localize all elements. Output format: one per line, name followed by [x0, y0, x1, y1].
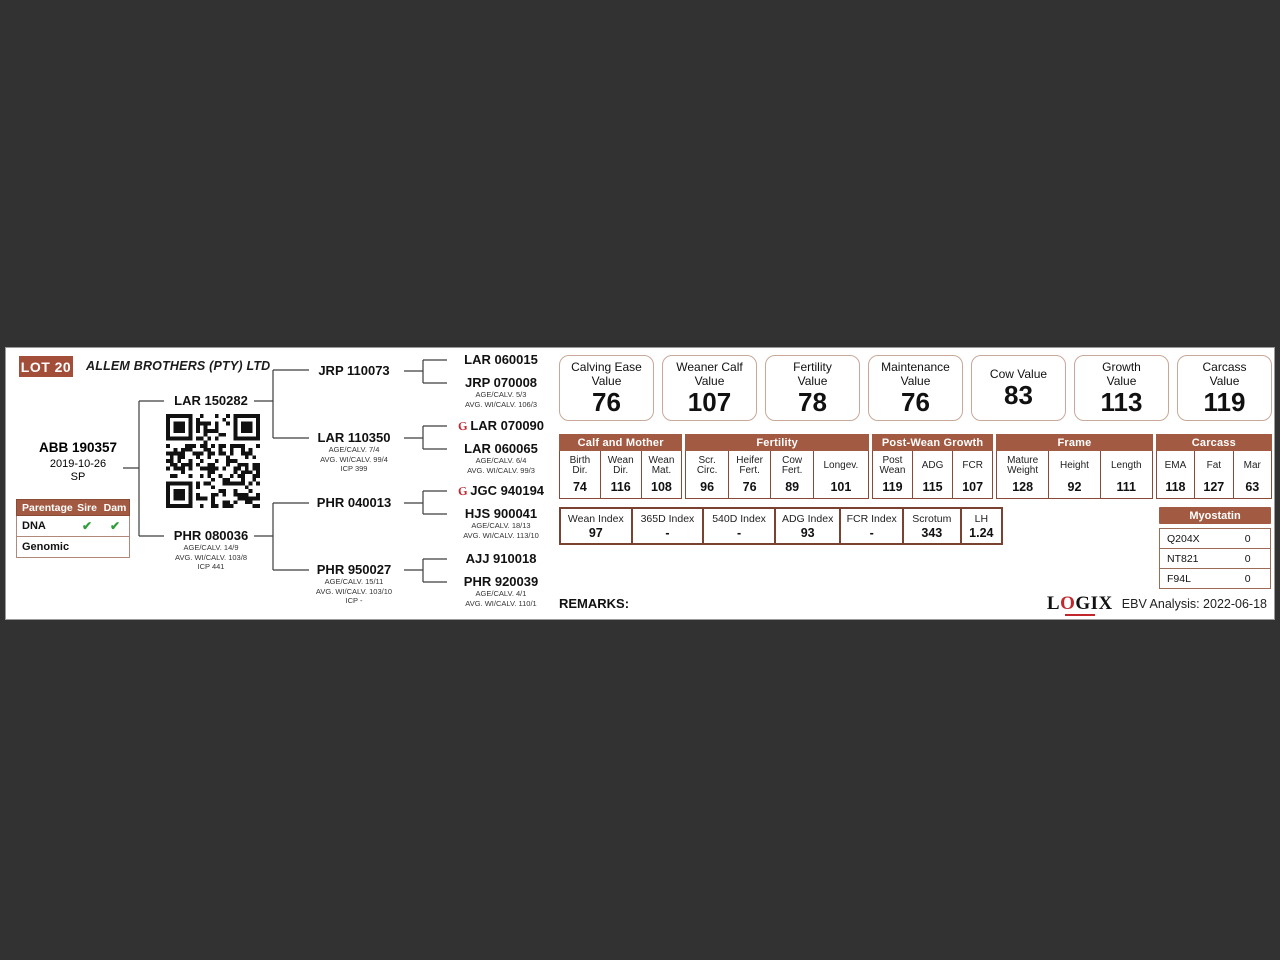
logo-caption-bar: [1065, 614, 1095, 616]
logix-brand-icon: G: [457, 418, 469, 434]
group-post-wean-growth: Post-Wean Growth Post Wean 119 ADG 115 FCR 107: [872, 434, 993, 499]
index-cell: Wean Index 97: [567, 512, 624, 540]
stat-cell: Birth Dir. 74: [569, 454, 591, 494]
index-cell: ADG Index 93: [774, 509, 840, 543]
lot-badge: LOT 20: [19, 356, 73, 377]
parentage-row-genomic: Genomic: [17, 536, 129, 557]
stat-cell: Wean Mat. 108: [641, 451, 682, 498]
check-icon: ✔: [109, 519, 121, 533]
pedigree-gen4-node: LAR 060065 AGE/CALV. 6/4 AVG. WI/CALV. 99/3: [464, 441, 538, 475]
remarks-label: REMARKS:: [559, 596, 630, 611]
stat-cell: EMA 118: [1164, 459, 1187, 494]
stat-cell: Longev. 101: [813, 451, 868, 498]
pedigree-gen3-node: PHR 040013: [316, 495, 392, 510]
pedigree-tree: [6, 348, 559, 621]
stat-cell: Cow Fert. 89: [770, 451, 813, 498]
index-cell: Scrotum 343: [902, 509, 960, 543]
index-table: [559, 507, 1003, 545]
pedigree-dam: PHR 080036 AGE/CALV. 14/9 AVG. WI/CALV. 103/8 ICP 441: [173, 528, 249, 571]
catalog-page: [5, 347, 1275, 620]
parentage-header: Parentage Sire Dam: [16, 499, 130, 516]
stat-cell: Heifer Fert. 76: [728, 451, 771, 498]
pedigree-gen3-node: JRP 110073: [318, 363, 390, 378]
myostatin-row: NT821 0: [1160, 548, 1270, 568]
logix-brand-icon: G: [457, 483, 469, 499]
owner-name: ALLEM BROTHERS (PTY) LTD: [86, 359, 271, 373]
stat-cell: Wean Dir. 116: [600, 451, 641, 498]
index-cell: 540D Index -: [702, 509, 774, 543]
logix-logo: LOGIX: [1046, 593, 1113, 614]
group-fertility: Fertility Scr. Circ. 96 Heifer Fert. 76 Cow Fert. 89 Longev. 101: [685, 434, 869, 499]
value-box-weaner-calf: Weaner Calf Value 107: [662, 355, 757, 421]
stat-cell: Length 111: [1100, 451, 1152, 498]
index-cell: LH 1.24: [960, 509, 1001, 543]
stat-cell: Fat 127: [1194, 451, 1232, 498]
myostatin-header: Myostatin: [1159, 507, 1271, 524]
index-cell: FCR Index -: [839, 509, 902, 543]
stat-cell: ADG 115: [912, 451, 952, 498]
value-box-row: [559, 355, 1272, 421]
group-calf-and-mother: Calf and Mother Birth Dir. 74 Wean Dir. 116 Wean Mat. 108: [559, 434, 682, 499]
ebv-analysis-date: EBV Analysis: 2022-06-18: [1121, 596, 1267, 611]
pedigree-gen4-node: LAR 060015: [464, 352, 538, 367]
stat-cell: Mar 63: [1233, 451, 1271, 498]
value-box-maintenance: Maintenance Value 76: [868, 355, 963, 421]
pedigree-gen3-node: LAR 110350 AGE/CALV. 7/4 AVG. WI/CALV. 99/4 ICP 399: [317, 430, 391, 473]
footer-right: [1047, 594, 1267, 613]
animal-id: ABB 190357: [38, 440, 118, 455]
myostatin-table: [1159, 507, 1271, 589]
stat-cell: Scr. Circ. 96: [696, 454, 718, 494]
value-box-cow: Cow Value 83: [971, 355, 1066, 421]
index-cell: 365D Index -: [631, 509, 703, 543]
animal-code: SP: [70, 471, 86, 483]
pedigree-gen4-node: HJS 900041 AGE/CALV. 18/13 AVG. WI/CALV. 113/10: [463, 506, 539, 540]
parentage-table: [16, 499, 130, 558]
myostatin-row: F94L 0: [1160, 568, 1270, 588]
qr-code: [166, 414, 260, 508]
pedigree-gen4-node: G LAR 070090: [457, 418, 545, 434]
value-box-fertility: Fertility Value 78: [765, 355, 860, 421]
value-box-calving-ease: Calving Ease Value 76: [559, 355, 654, 421]
animal-dob: 2019-10-26: [49, 458, 107, 470]
lot-animal: [39, 440, 117, 483]
group-carcass: Carcass EMA 118 Fat 127 Mar 63: [1156, 434, 1272, 499]
group-frame: Frame Mature Weight 128 Height 92 Length 111: [996, 434, 1152, 499]
ebv-stats-table: [559, 434, 1272, 499]
pedigree-gen4-node: JRP 070008 AGE/CALV. 5/3 AVG. WI/CALV. 106/3: [464, 375, 538, 409]
value-box-growth: Growth Value 113: [1074, 355, 1169, 421]
pedigree-sire: LAR 150282: [174, 393, 248, 408]
stat-cell: FCR 107: [952, 451, 992, 498]
pedigree-gen4-node: AJJ 910018: [465, 551, 537, 566]
stat-cell: Post Wean 119: [879, 454, 906, 494]
logix-o-icon: O: [1060, 593, 1076, 614]
pedigree-gen3-node: PHR 950027 AGE/CALV. 15/11 AVG. WI/CALV. 103/10 ICP -: [315, 562, 393, 605]
myostatin-row: Q204X 0: [1167, 532, 1251, 545]
stat-cell: Height 92: [1048, 451, 1100, 498]
check-icon: ✔: [81, 519, 93, 533]
pedigree-gen4-node: G JGC 940194: [457, 483, 545, 499]
parentage-row-dna: DNA ✔ ✔: [17, 516, 129, 536]
pedigree-gen4-node: PHR 920039 AGE/CALV. 4/1 AVG. WI/CALV. 110/1: [463, 574, 539, 608]
stat-cell: Mature Weight 128: [1007, 454, 1039, 494]
value-box-carcass: Carcass Value 119: [1177, 355, 1272, 421]
